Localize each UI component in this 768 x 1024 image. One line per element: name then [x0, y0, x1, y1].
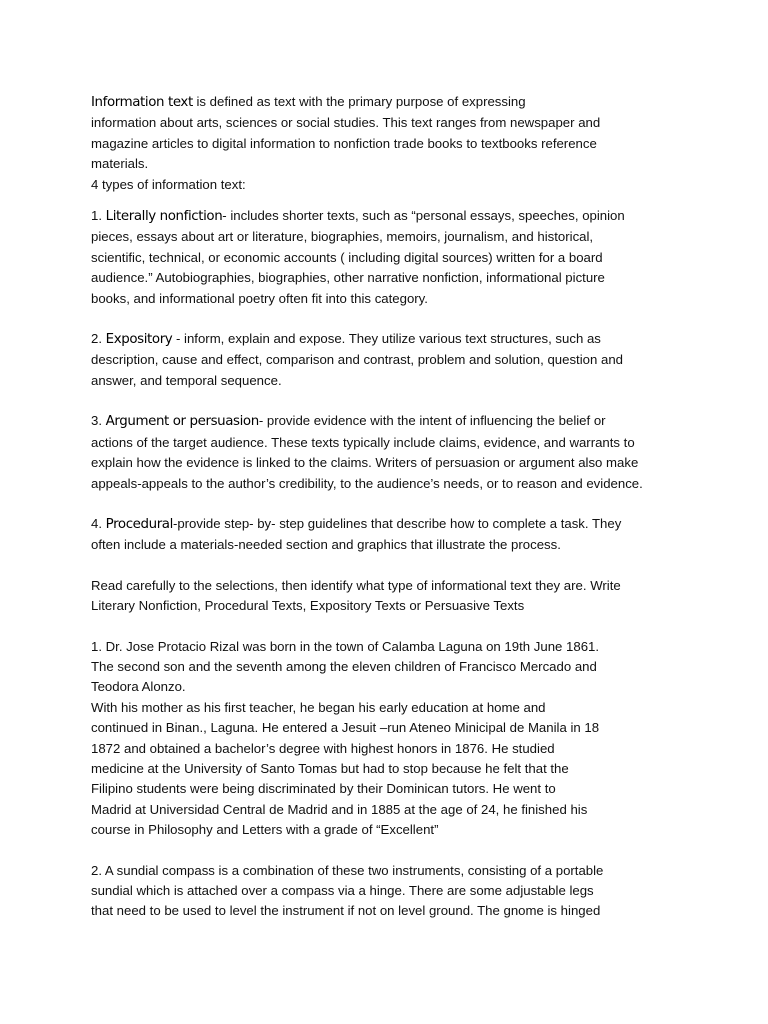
selection-1-line-1: 1. Dr. Jose Protacio Rizal was born in the town of Calamba Laguna on 19th June 1861.: [91, 638, 600, 654]
type-3-text: - provide evidence with the intent of influencing the belief or: [258, 413, 606, 429]
selection-1-line-9: Madrid at Universidad Central de Madrid and in 1885 at the age of 24, he finished his: [91, 801, 588, 817]
selection-1-line-10: course in Philosophy and Letters with a grade of “Excellent”: [91, 822, 439, 838]
document-page: [91, 92, 691, 922]
type-3-term: Argument or persuasion: [105, 414, 259, 430]
intro-paragraph: [91, 92, 691, 195]
selection-2-paragraph: [91, 861, 691, 922]
selection-1-line-6: 1872 and obtained a bachelor’s degree with highest honors in 1876. He studied: [91, 740, 555, 756]
selection-1-line-5: continued in Binan., Laguna. He entered a Jesuit –run Ateneo Minicipal de Manila in 18: [91, 720, 600, 736]
selection-1-line-2: The second son and the seventh among the eleven children of Francisco Mercado and: [91, 658, 597, 674]
type-1-term: Literally nonfiction: [105, 209, 223, 225]
type-1-line-1: [91, 206, 691, 227]
instructions-line-1: Read carefully to the selections, then identify what type of informational text they are. Write: [91, 577, 621, 593]
intro-line-2: information about arts, sciences or social studies. This text ranges from newspaper and: [91, 115, 601, 131]
type-3-line-2: actions of the target audience. These texts typically include claims, evidence, and warrants to: [91, 434, 635, 450]
intro-line-4: materials.: [91, 156, 149, 172]
type-3-paragraph: [91, 411, 691, 494]
intro-line-1: [91, 92, 691, 113]
type-4-number: 4.: [91, 515, 106, 531]
intro-line-3: magazine articles to digital information to nonfiction trade books to textbooks reference: [91, 135, 597, 151]
type-2-paragraph: [91, 329, 691, 391]
selection-1-line-7: medicine at the University of Santo Tomas but had to stop because he felt that the: [91, 760, 569, 776]
instructions-paragraph: [91, 576, 691, 617]
intro-line-1-text: is defined as text with the primary purpose of expressing: [192, 94, 526, 109]
type-3-number: 3.: [91, 413, 106, 429]
type-1-number: 1.: [91, 208, 106, 224]
type-1-line-4: audience.” Autobiographies, biographies, other narrative nonfiction, informational picture: [91, 270, 605, 286]
type-1-line-3: scientific, technical, or economic accounts ( including digital sources) written for a board: [91, 249, 603, 265]
selection-2-line-2: sundial which is attached over a compass via a hinge. There are some adjustable legs: [91, 883, 594, 898]
type-1-line-5: books, and informational poetry often fit into this category.: [91, 290, 428, 306]
type-3-line-1: [91, 411, 691, 432]
type-2-term: Expository: [105, 332, 173, 348]
type-3-line-3: explain how the evidence is linked to the claims. Writers of persuasion or argument also make: [91, 455, 639, 471]
type-3-line-4: appeals-appeals to the author’s credibility, to the audience’s needs, or to reason and evidence.: [91, 475, 643, 491]
type-2-line-3: answer, and temporal sequence.: [91, 372, 282, 388]
selection-2-line-3: that need to be used to level the instrument if not on level ground. The gnome is hinged: [91, 903, 601, 919]
type-4-line-2: often include a materials-needed section and graphics that illustrate the process.: [91, 537, 561, 553]
type-1-text: - includes shorter texts, such as “personal essays, speeches, opinion: [222, 208, 625, 224]
selection-1-paragraph: [91, 637, 691, 841]
type-2-line-2: description, cause and effect, comparison and contrast, problem and solution, question and: [91, 352, 623, 368]
type-4-text: -provide step- by- step guidelines that describe how to complete a task. They: [172, 515, 622, 531]
type-2-number: 2.: [91, 331, 106, 347]
type-1-paragraph: [91, 206, 691, 309]
instructions-line-2: Literary Nonfiction, Procedural Texts, Expository Texts or Persuasive Texts: [91, 598, 525, 614]
type-4-paragraph: [91, 514, 691, 556]
type-2-line-1: [91, 329, 691, 350]
type-4-term: Procedural: [105, 516, 173, 532]
intro-term: Information text: [91, 95, 193, 110]
selection-1-line-8: Filipino students were being discriminated by their Dominican tutors. He went to: [91, 781, 556, 797]
selection-1-line-4: With his mother as his first teacher, he began his early education at home and: [91, 699, 546, 715]
selection-1-line-3: Teodora Alonzo.: [91, 679, 186, 695]
type-4-line-1: [91, 514, 691, 535]
type-1-line-2: pieces, essays about art or literature, biographies, memoirs, journalism, and historical,: [91, 229, 594, 245]
types-heading: 4 types of information text:: [91, 176, 246, 192]
selection-2-line-1: 2. A sundial compass is a combination of these two instruments, consisting of a portable: [91, 862, 604, 878]
type-2-text: - inform, explain and expose. They utilize various text structures, such as: [172, 331, 601, 347]
